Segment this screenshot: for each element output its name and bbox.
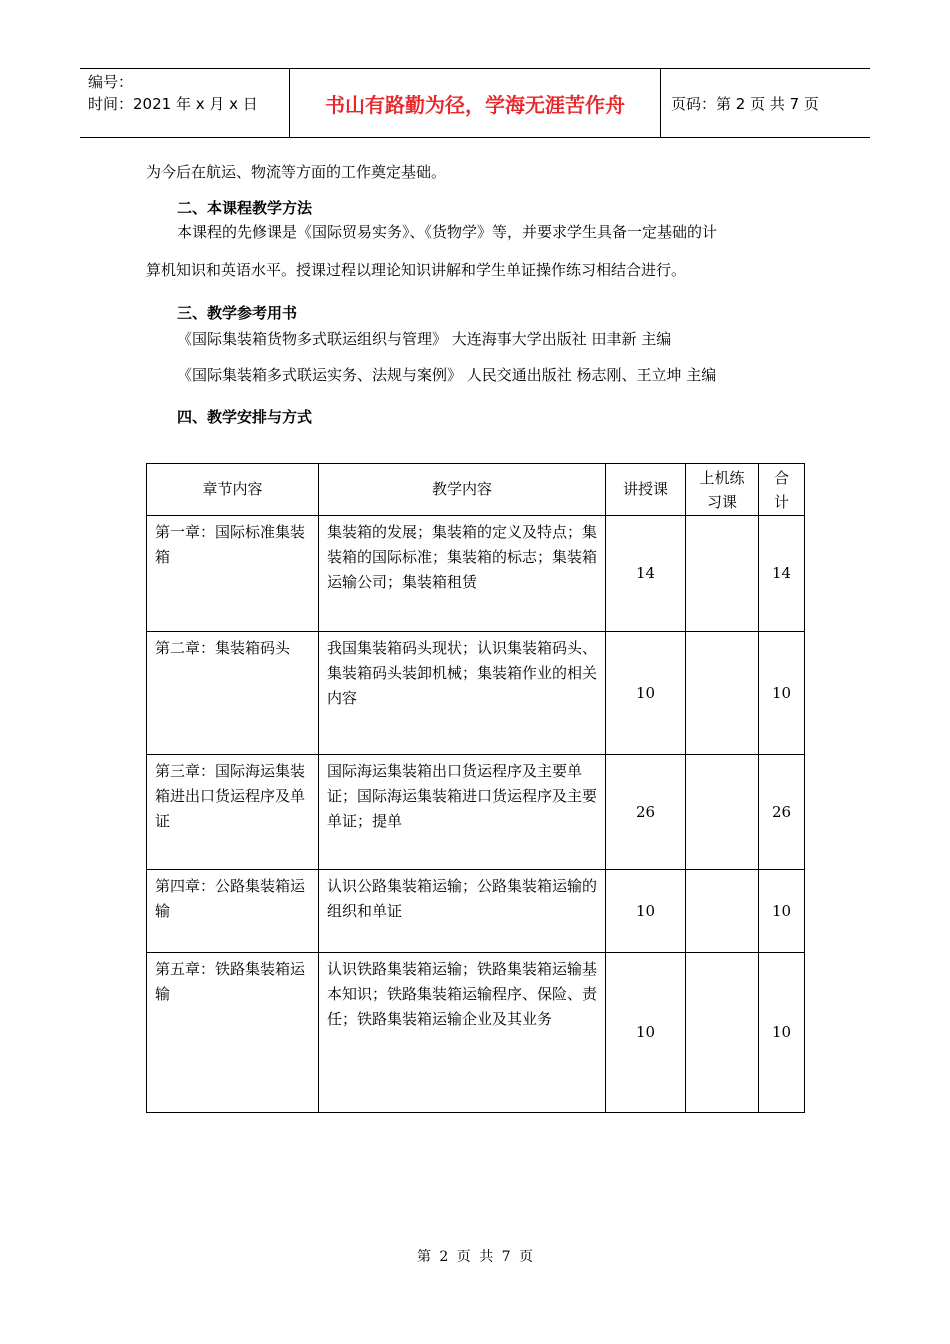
table-row (147, 632, 805, 755)
header-lab: 上机练习课 (686, 464, 759, 516)
table-header-row (147, 464, 805, 516)
section-2-line-2: 算机知识和英语水平。授课过程以理论知识讲解和学生单证操作练习相结合进行。 (146, 261, 687, 279)
row-total-hours: 10 (759, 632, 805, 755)
row-lab-hours (686, 870, 759, 953)
row-total-hours: 26 (759, 755, 805, 870)
section-4-heading: 四、教学安排与方式 (177, 408, 313, 426)
row-total-hours: 14 (759, 516, 805, 632)
row-lecture-hours: 10 (606, 632, 686, 755)
header-chapter: 章节内容 (147, 464, 319, 516)
row-lab-hours (686, 953, 759, 1113)
row-lab-hours (686, 632, 759, 755)
page-header (80, 68, 870, 138)
table-row (147, 755, 805, 870)
row-content: 认识铁路集装箱运输；铁路集装箱运输基本知识；铁路集装箱运输程序、保险、责任；铁路集装箱运输企业及其业务 (319, 953, 606, 1113)
row-total-hours: 10 (759, 870, 805, 953)
row-content: 国际海运集装箱出口货运程序及主要单证；国际海运集装箱进口货运程序及主要单证；提单 (319, 755, 606, 870)
intro-continued: 为今后在航运、物流等方面的工作奠定基础。 (146, 163, 447, 181)
row-lecture-hours: 14 (606, 516, 686, 632)
table-row (147, 870, 805, 953)
row-chapter: 第四章：公路集装箱运输 (147, 870, 319, 953)
row-content: 我国集装箱码头现状；认识集装箱码头、集装箱码头装卸机械；集装箱作业的相关内容 (319, 632, 606, 755)
reference-book-1: 《国际集装箱货物多式联运组织与管理》 大连海事大学出版社 田聿新 主编 (177, 330, 672, 348)
header-motto: 书山有路勤为径，学海无涯苦作舟 (290, 69, 661, 137)
header-total: 合计 (759, 464, 805, 516)
row-lab-hours (686, 755, 759, 870)
header-page-number: 页码：第 2 页 共 7 页 (671, 94, 819, 113)
section-3-heading: 三、教学参考用书 (177, 304, 298, 322)
row-content: 认识公路集装箱运输；公路集装箱运输的组织和单证 (319, 870, 606, 953)
page-footer: 第 2 页 共 7 页 (416, 1249, 534, 1265)
row-total-hours: 10 (759, 953, 805, 1113)
document-number: 编号： (88, 73, 134, 91)
section-2-heading: 二、本课程教学方法 (177, 199, 313, 217)
header-content: 教学内容 (319, 464, 606, 516)
row-chapter: 第五章：铁路集装箱运输 (147, 953, 319, 1113)
header-meta (80, 69, 290, 137)
row-chapter: 第三章：国际海运集装箱进出口货运程序及单证 (147, 755, 319, 870)
table-row (147, 516, 805, 632)
row-chapter: 第二章：集装箱码头 (147, 632, 319, 755)
table-row (147, 953, 805, 1113)
schedule-table (146, 463, 805, 1113)
section-2-line-1: 本课程的先修课是《国际贸易实务》、《货物学》等，并要求学生具备一定基础的计 (177, 223, 718, 241)
reference-book-2: 《国际集装箱多式联运实务、法规与案例》 人民交通出版社 杨志刚、王立坤 主编 (177, 366, 717, 384)
row-lecture-hours: 26 (606, 755, 686, 870)
row-lecture-hours: 10 (606, 953, 686, 1113)
header-lecture: 讲授课 (606, 464, 686, 516)
row-content: 集装箱的发展；集装箱的定义及特点；集装箱的国际标准；集装箱的标志；集装箱运输公司；集装箱租赁 (319, 516, 606, 632)
row-lab-hours (686, 516, 759, 632)
document-date: 时间：2021 年 x 月 x 日 (88, 95, 258, 113)
row-chapter: 第一章：国际标准集装箱 (147, 516, 319, 632)
row-lecture-hours: 10 (606, 870, 686, 953)
